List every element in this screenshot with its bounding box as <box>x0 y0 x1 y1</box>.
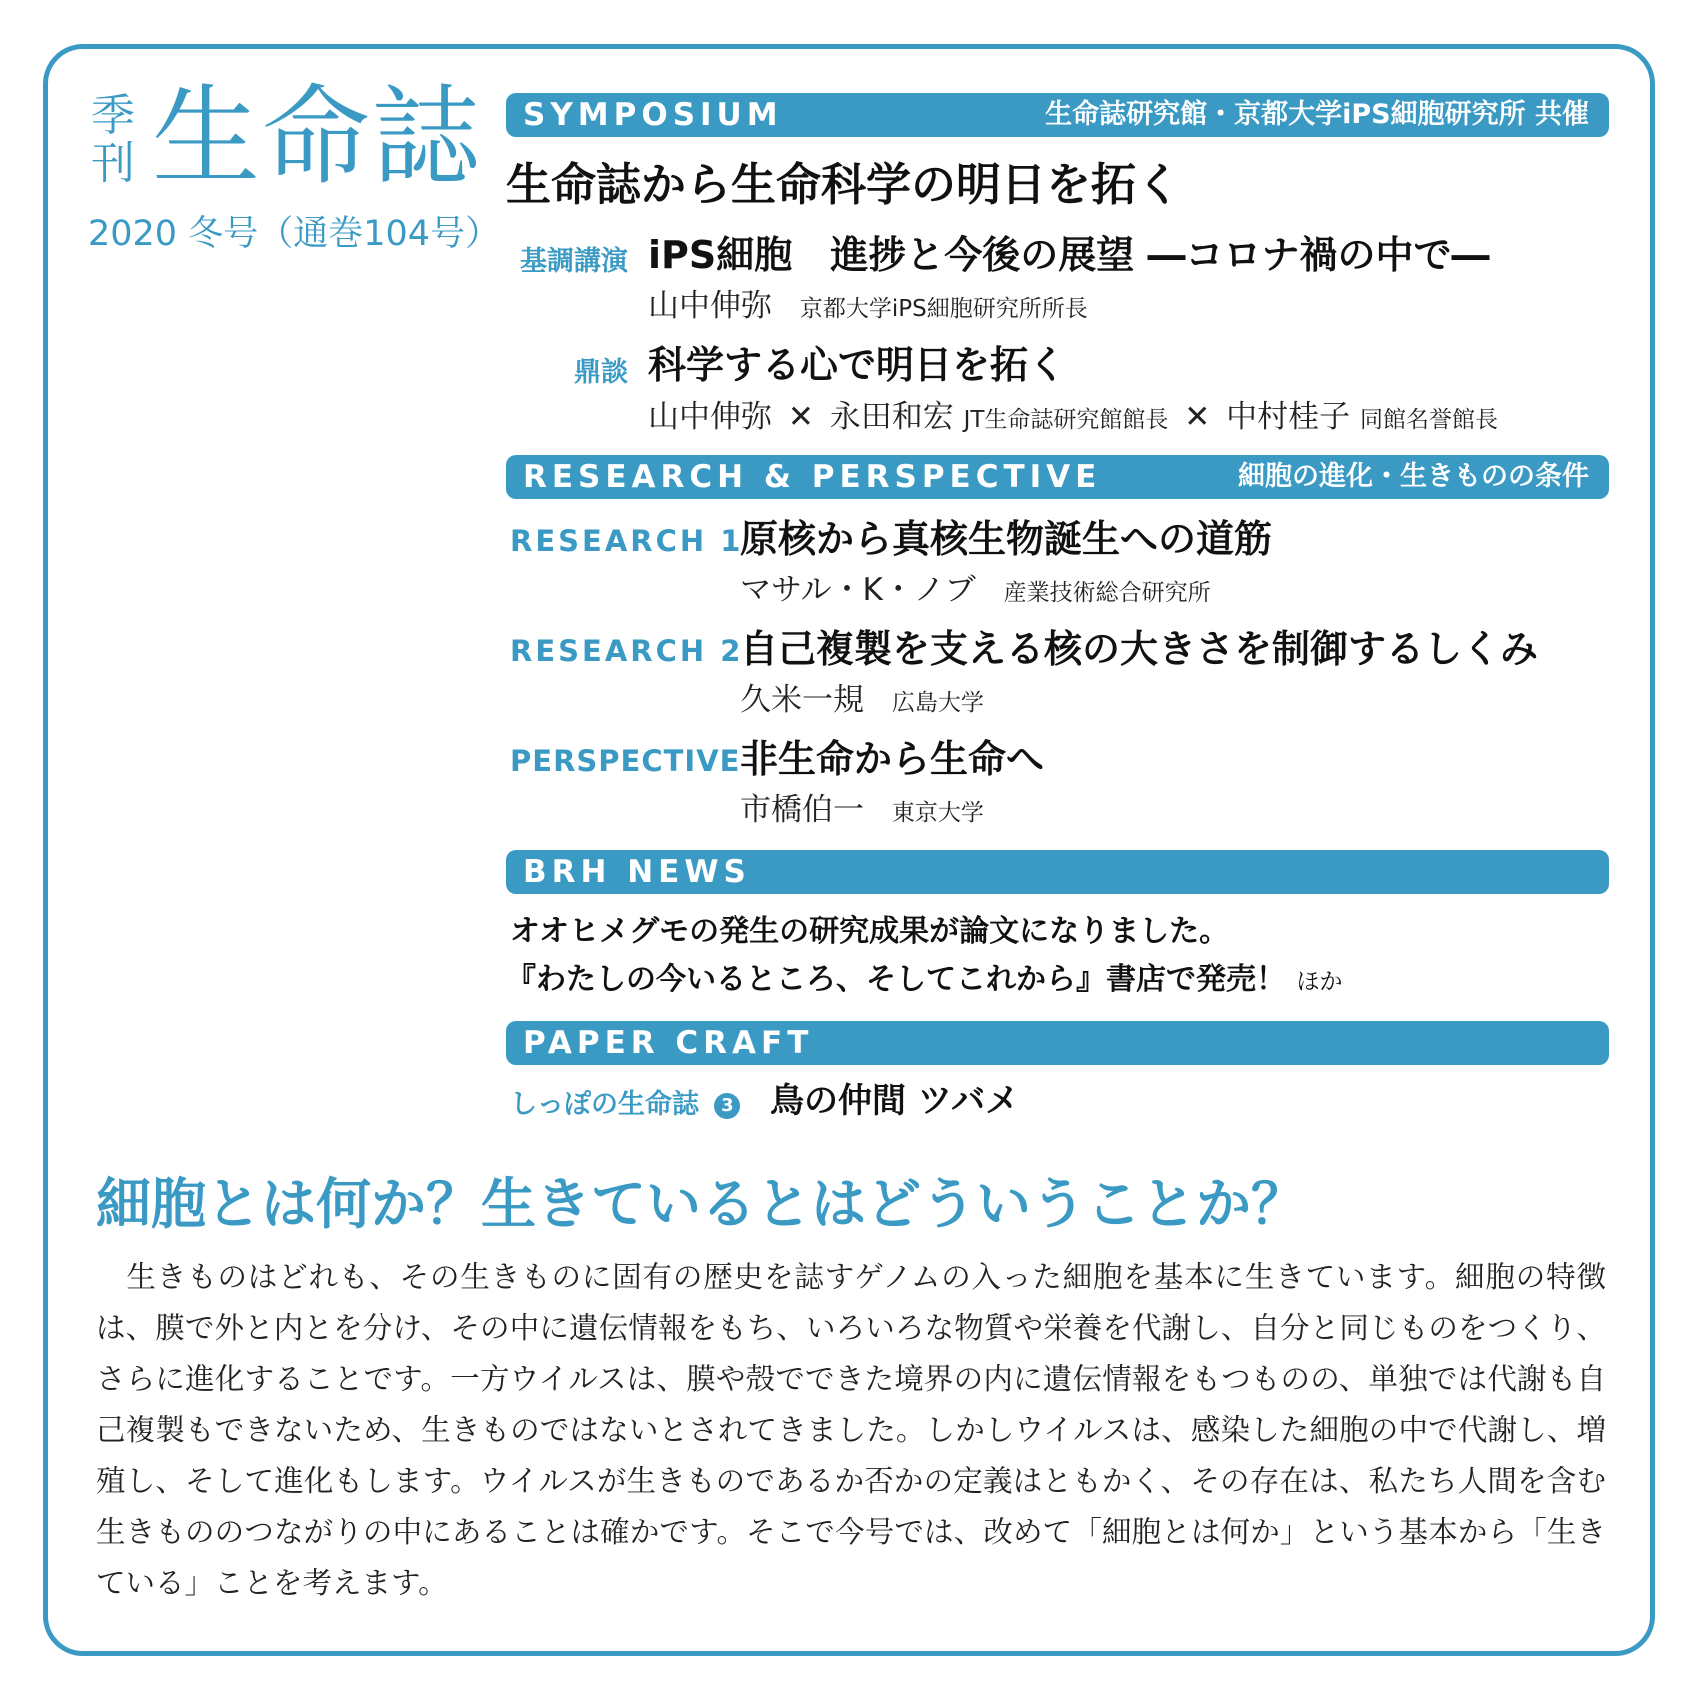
research-item-author-line <box>740 790 984 833</box>
news-line-2-suffix: ほか <box>1296 969 1343 995</box>
masthead-issue: 2020 冬号（通巻104号） <box>88 214 501 254</box>
news-line-2-text: 『わたしの今いるところ、そしてこれから』書店で発売！ <box>506 962 1286 997</box>
dialogue-participant-3: 中村桂子 <box>1226 399 1351 435</box>
keynote-title: iPS細胞 進捗と今後の展望 ―コロナ禍の中で― <box>648 233 1490 277</box>
dialogue-title: 科学する心で明日を拓く <box>648 343 1067 387</box>
research-item-title: 原核から真核生物誕生への道筋 <box>740 517 1273 561</box>
dialogue-participant-1: 山中伸弥 <box>648 399 772 435</box>
symposium-bar-label: SYMPOSIUM <box>523 97 783 133</box>
dialogue-participant-2-role: JT生命誌研究館館長 <box>963 407 1169 433</box>
papercraft-series <box>510 1082 740 1121</box>
keynote-author: 山中伸弥 <box>648 288 772 324</box>
research-item-author: マサル・K・ノブ <box>740 572 976 608</box>
keynote-label: 基調講演 <box>520 246 628 277</box>
research-bar-label: RESEARCH & PERSPECTIVE <box>523 459 1102 495</box>
research-bar-theme: 細胞の進化・生きものの条件 <box>1238 461 1589 492</box>
research-item-author-line <box>740 570 1211 613</box>
masthead-title: 生命誌 <box>152 75 483 200</box>
research-item-title: 自己複製を支える核の大きさを制御するしくみ <box>740 627 1539 671</box>
feature-body: 生きものはどれも、その生きものに固有の歴史を誌すゲノムの入った細胞を基本に生きています。細胞の特徴は、膜で外と内とを分け、その中に遺伝情報をもち、いろいろな物質や栄養を代謝し、自分と同じものをつくり、さらに進化することです。一方ウイルスは、膜や殻でできた境界の内に遺伝情報をもつものの、単独では代謝も自己複製もできないため、生きものではないとされてきました。しかしウイルスは、感染した細胞の中で代謝し、増殖し、そして進化もします。ウイルスが生きものであるか否かの定義はともかく、その存在は、私たち人間を含む生きもののつながりの中にあることは確かです。そこで今号では、改めて「細胞とは何か」という基本から「生きている」ことを考えます。 <box>96 1260 1607 1600</box>
feature-headline: 細胞とは何か？生きているとはどういうことか？ <box>96 1172 1307 1236</box>
keynote-author-line <box>648 286 1088 329</box>
dialogue-participant-3-role: 同館名誉館長 <box>1359 407 1498 433</box>
symposium-bar-cohost: 生命誌研究館・京都大学iPS細胞研究所 共催 <box>1045 99 1589 130</box>
research-item-label: RESEARCH 1 <box>510 524 744 558</box>
research-bar <box>506 455 1609 499</box>
news-bar <box>506 850 1609 894</box>
papercraft-title: 鳥の仲間 ツバメ <box>770 1081 1020 1121</box>
research-item-title: 非生命から生命へ <box>740 737 1045 781</box>
research-item-label: PERSPECTIVE <box>510 744 741 778</box>
research-item-affiliation: 産業技術総合研究所 <box>1003 580 1211 606</box>
masthead-season: 季刊 <box>91 90 135 189</box>
symposium-title: 生命誌から生命科学の明日を拓く <box>506 158 1182 211</box>
dialogue-participant-2: 永田和宏 <box>829 399 954 435</box>
dialogue-participants <box>648 397 1498 440</box>
news-line-2 <box>506 958 1342 1004</box>
research-item-affiliation: 広島大学 <box>891 690 984 716</box>
symposium-bar <box>506 93 1609 137</box>
news-bar-label: BRH NEWS <box>523 854 751 890</box>
research-item-author: 市橋伯一 <box>740 792 864 828</box>
dialogue-label: 鼎談 <box>574 357 628 388</box>
research-item-author-line <box>740 680 984 723</box>
papercraft-number-badge: 3 <box>714 1093 740 1119</box>
papercraft-series-label: しっぽの生命誌 <box>510 1089 699 1120</box>
research-item-author: 久米一規 <box>740 682 864 718</box>
cross-icon: ✕ <box>1184 399 1211 435</box>
cross-icon: ✕ <box>787 399 814 435</box>
papercraft-bar-label: PAPER CRAFT <box>523 1025 814 1061</box>
papercraft-bar <box>506 1021 1609 1065</box>
keynote-affiliation: 京都大学iPS細胞研究所所長 <box>799 296 1088 322</box>
news-line-1: オオヒメグモの発生の研究成果が論文になりました。 <box>510 914 1230 949</box>
research-item-label: RESEARCH 2 <box>510 634 744 668</box>
research-item-affiliation: 東京大学 <box>891 800 984 826</box>
